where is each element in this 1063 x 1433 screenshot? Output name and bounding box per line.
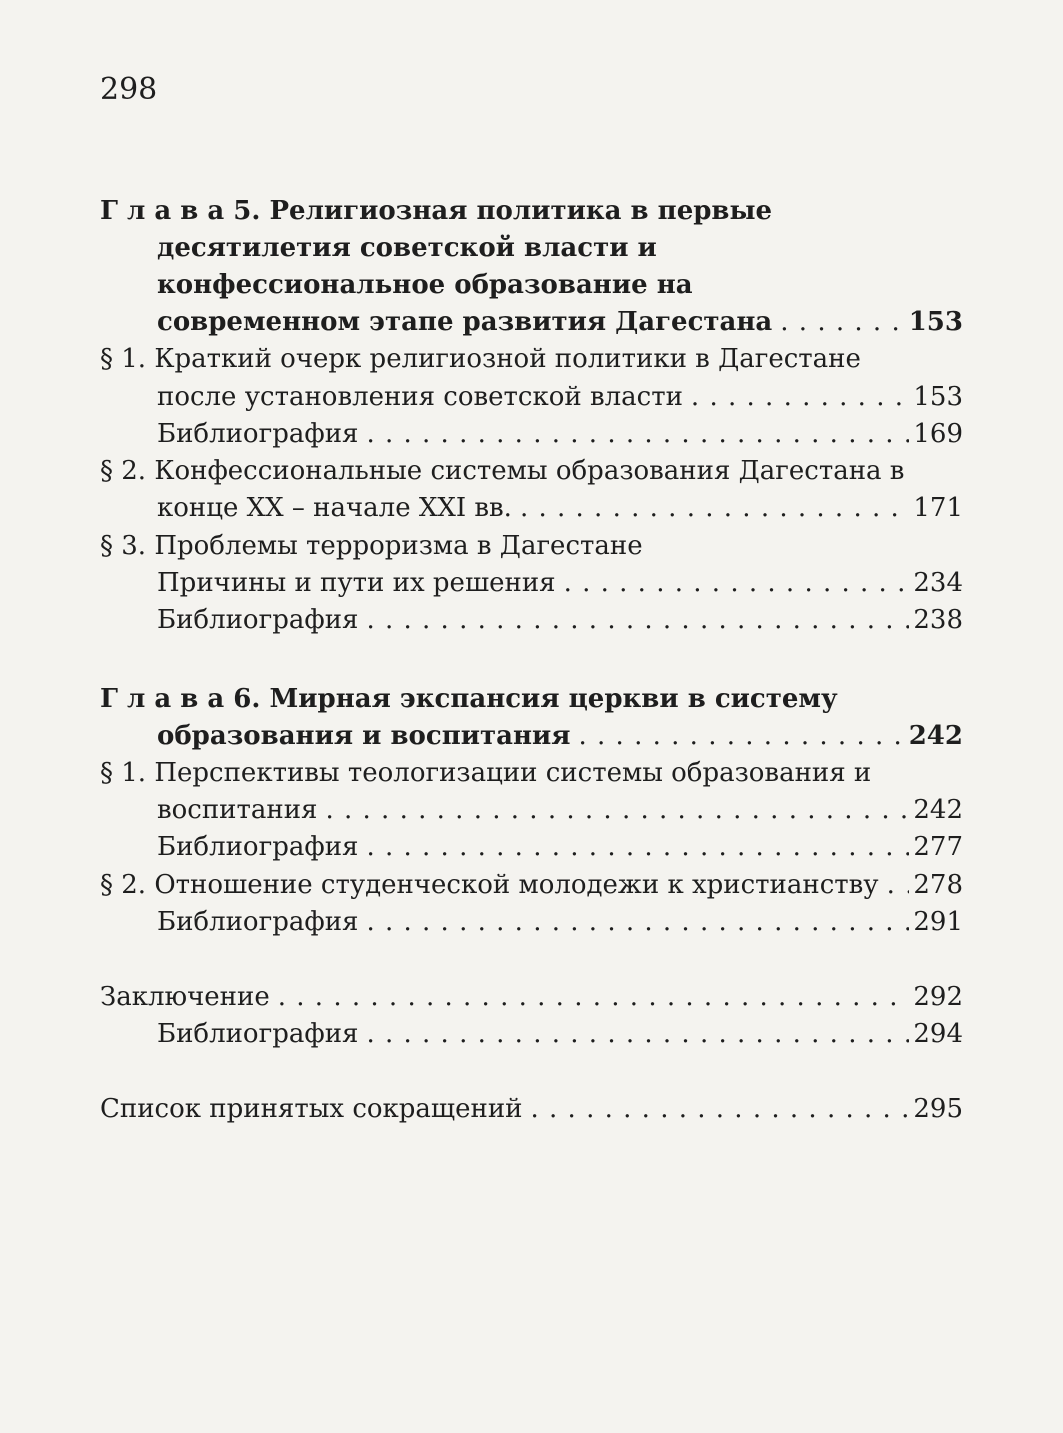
page-ref: 242 bbox=[913, 795, 963, 825]
chapter-6-section-2-line-1: § 2. Отношение студенческой молодежи к христианству . . . 278 bbox=[100, 872, 963, 898]
dot-leader bbox=[366, 909, 909, 935]
page-ref: 291 bbox=[913, 907, 963, 937]
dot-leader bbox=[366, 607, 909, 633]
page-ref: 242 bbox=[908, 721, 963, 751]
chapter-6-section-2-bibliography: Библиография . . . 291 bbox=[157, 909, 963, 935]
conclusion-bibliography: Библиография . . . 294 bbox=[157, 1021, 963, 1047]
page-ref: 153 bbox=[913, 382, 963, 412]
dot-leader bbox=[530, 1096, 909, 1122]
abbreviations-line: Список принятых сокращений . . . 295 bbox=[100, 1096, 963, 1122]
page-number: 298 bbox=[100, 72, 158, 107]
chapter-6-title-line-2: образования и воспитания . . . 242 bbox=[157, 723, 963, 749]
chapter-5-title-line-3: конфессиональное образование на bbox=[157, 270, 693, 300]
page-ref: 277 bbox=[913, 832, 963, 862]
chapter-5-title-line-1: Г л а в а 5. Религиозная политика в первые bbox=[100, 196, 773, 226]
chapter-5-section-2-line-2: конце XX – начале XXI вв. . . . 171 bbox=[157, 495, 963, 521]
chapter-5-section-1-line-1: § 1. Краткий очерк религиозной политики в Дагестане bbox=[100, 344, 861, 374]
chapter-6-title-line-1: Г л а в а 6. Мирная экспансия церкви в систему bbox=[100, 684, 838, 714]
dot-leader bbox=[579, 723, 905, 749]
page-ref: 169 bbox=[913, 419, 963, 449]
dot-leader bbox=[887, 872, 910, 898]
page-ref: 238 bbox=[913, 605, 963, 635]
dot-leader bbox=[366, 834, 909, 860]
dot-leader bbox=[564, 570, 910, 596]
page-ref: 153 bbox=[908, 307, 963, 337]
chapter-6-section-1-line-1: § 1. Перспективы теологизации системы образования и bbox=[100, 758, 872, 788]
dot-leader bbox=[366, 1021, 909, 1047]
chapter-5-section-1-line-2: после установления советской власти . . . 153 bbox=[157, 384, 963, 410]
chapter-5-section-1-bibliography: Библиография . . . 169 bbox=[157, 421, 963, 447]
conclusion-line: Заключение . . . 292 bbox=[100, 984, 963, 1010]
chapter-5-section-3-line-1: § 3. Проблемы терроризма в Дагестане bbox=[100, 531, 643, 561]
chapter-5-section-3-line-2: Причины и пути их решения . . . 234 bbox=[157, 570, 963, 596]
page-ref: 234 bbox=[913, 568, 963, 598]
dot-leader bbox=[278, 984, 910, 1010]
chapter-5-section-3-bibliography: Библиография . . . 238 bbox=[157, 607, 963, 633]
chapter-6-section-1-line-2: воспитания . . . 242 bbox=[157, 797, 963, 823]
page-ref: 292 bbox=[913, 982, 963, 1012]
page-ref: 294 bbox=[913, 1019, 963, 1049]
page-ref: 278 bbox=[913, 870, 963, 900]
page-ref: 295 bbox=[913, 1094, 963, 1124]
chapter-5-title-line-4: современном этапе развития Дагестана . . . 153 bbox=[157, 309, 963, 335]
dot-leader bbox=[691, 384, 909, 410]
chapter-6-section-1-bibliography: Библиография . . . 277 bbox=[157, 834, 963, 860]
chapter-5-section-2-line-1: § 2. Конфессиональные системы образования Дагестана в bbox=[100, 456, 905, 486]
dot-leader bbox=[520, 495, 909, 521]
dot-leader bbox=[366, 421, 909, 447]
chapter-5-title-line-2: десятилетия советской власти и bbox=[157, 233, 657, 263]
page-ref: 171 bbox=[913, 493, 963, 523]
dot-leader bbox=[780, 309, 904, 335]
dot-leader bbox=[325, 797, 909, 823]
